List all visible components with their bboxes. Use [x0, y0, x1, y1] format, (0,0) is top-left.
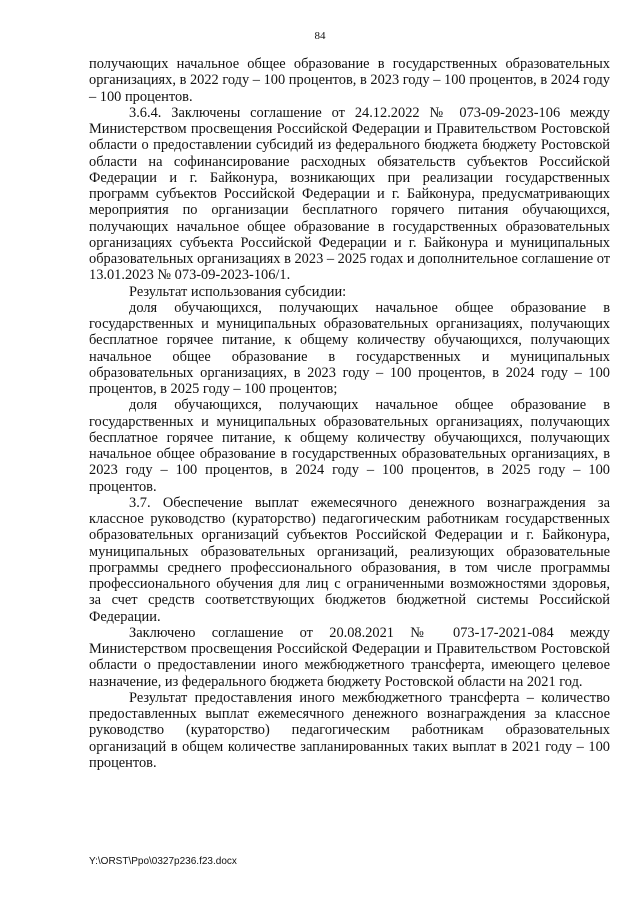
paragraph: Заключено соглашение от 20.08.2021 № 073-17-2021-084 между Министерством просвещения Российской Федерации и Правительством Ростовской области о предоставлении иного межбюджетного трансферта, имеющего целевое назначение, из федерального бюджета бюджету Ростовской области на 2021 год. — [89, 624, 610, 690]
paragraph: 3.6.4. Заключены соглашение от 24.12.2022 № 073-09-2023-106 между Министерством просвещения Российской Федерации и Правительством Ростовской области о предоставлении субсидий из федерального бюджета бюджету Ростовской области на софинансирование расходных обязательств субъектов Российской Федерации и г. Байконура, возникающих при реализации государственных программ субъектов Российской Федерации и г. Байконура, предусматривающих мероприятия по организации бесплатного горячего питания обучающихся, получающих начальное общее образование в государственных образовательных организациях субъекта Российской Федерации и г. Байконура и муниципальных образовательных организациях в 2023 – 2025 годах и дополнительное соглашение от 13.01.2023 № 073-09-2023-106/1. — [89, 104, 610, 284]
paragraph: Результат использования субсидии: — [129, 283, 347, 300]
paragraph: Результат предоставления иного межбюджетного трансферта – количество предоставленных выплат ежемесячного денежного вознаграждения за классное руководство (кураторство) педагогическим работникам образовательных организаций в общем количестве запланированных таких выплат в 2021 году – 100 процентов. — [89, 689, 610, 771]
paragraph: 3.7. Обеспечение выплат ежемесячного денежного вознаграждения за классное руководство (кураторство) педагогическим работникам государственных образовательных организаций субъектов Российской Федерации и г. Байконура, муниципальных образовательных организаций, реализующих образовательные программы среднего профессионального образования, в том числе программы профессионального обучения для лиц с ограниченными возможностями здоровья, за счет средств соответствующих бюджетов бюджетной системы Российской Федерации. — [89, 494, 610, 625]
file-path-footer: Y:\ORST\Ppo\0327p236.f23.docx — [89, 856, 237, 867]
page-number: 84 — [314, 30, 326, 42]
paragraph: доля обучающихся, получающих начальное общее образование в государственных и муниципальных образовательных организациях, получающих бесплатное горячее питание, к общему количеству обучающихся, получающих начальное общее образование в государственных образовательных организациях, в 2023 году – 100 процентов, в 2024 году – 100 процентов, в 2025 году – 100 процентов. — [89, 397, 610, 495]
paragraph: доля обучающихся, получающих начальное общее образование в государственных и муниципальных образовательных организациях, получающих бесплатное горячее питание, к общему количеству обучающихся, получающих начальное общее образование в государственных и муниципальных образовательных организациях, в 2023 году – 100 процентов, в 2024 году – 100 процентов, в 2025 году – 100 процентов; — [89, 299, 610, 397]
paragraph: получающих начальное общее образование в государственных образовательных организациях, в 2022 году – 100 процентов, в 2023 году – 100 процентов, в 2024 году – 100 процентов. — [89, 56, 610, 105]
document-body — [89, 56, 610, 771]
